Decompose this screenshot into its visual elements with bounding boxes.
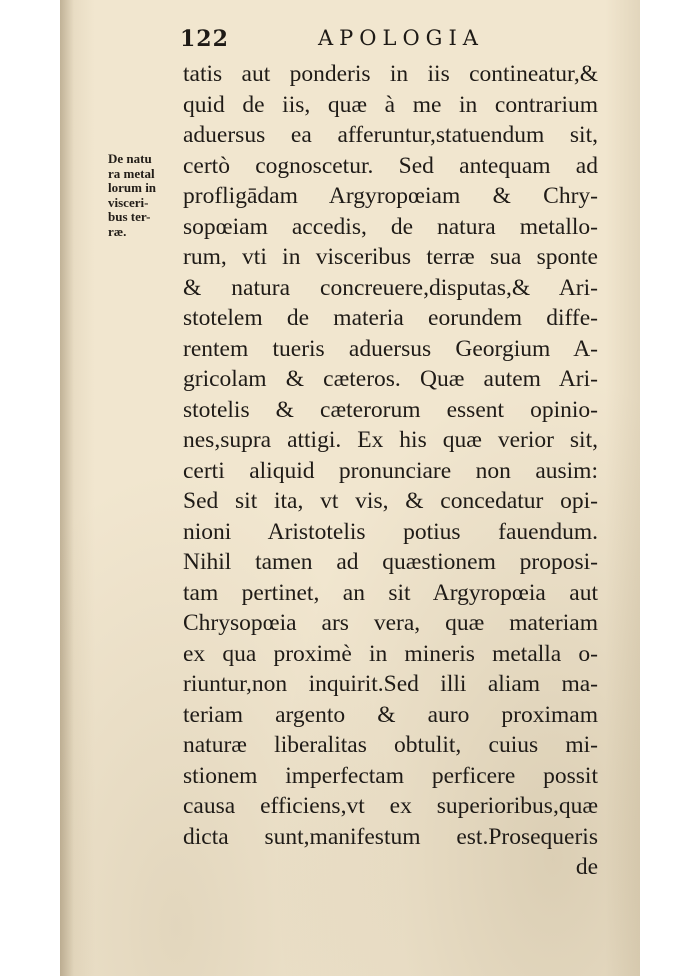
text-line: dicta sunt,manifestum est.Prosequeris bbox=[183, 823, 598, 850]
text-line: stionem imperfectam perficere possit bbox=[183, 762, 598, 789]
catchword: de bbox=[575, 854, 598, 880]
text-line: naturæ liberalitas obtulit, cuius mi- bbox=[183, 732, 598, 758]
text-line: Nihil tamen ad quæstionem proposi- bbox=[183, 549, 598, 575]
text-line: tam pertinet, an sit Argyropœia aut bbox=[183, 579, 598, 606]
marginal-note-line: ra metal bbox=[108, 165, 155, 181]
page-number: 122 bbox=[180, 26, 229, 52]
marginal-note-line: ræ. bbox=[108, 223, 127, 239]
marginal-note-line: visceri- bbox=[108, 194, 149, 210]
text-line: sopœiam accedis, de natura metallo- bbox=[183, 213, 598, 240]
marginal-note-line: lorum in bbox=[108, 180, 157, 195]
text-line: quid de iis, quæ à me in contrarium bbox=[183, 91, 598, 118]
text-line: gricolam & cæteros. Quæ autem Ari- bbox=[183, 366, 598, 392]
text-line: certi aliquid pronunciare non ausim: bbox=[183, 457, 598, 484]
text-line: certò cognoscetur. Sed antequam ad bbox=[183, 152, 598, 179]
text-line: riuntur,non inquirit.Sed illi aliam ma- bbox=[183, 671, 598, 697]
text-line: Chrysopœia ars vera, quæ materiam bbox=[183, 610, 598, 636]
text-line: stotelis & cæterorum essent opinio- bbox=[183, 396, 598, 423]
running-head: APOLOGIA bbox=[318, 26, 484, 50]
text-line: nes,supra attigi. Ex his quæ verior sit, bbox=[183, 427, 598, 453]
text-line: & natura concreuere,disputas,& Ari- bbox=[183, 274, 598, 301]
text-line: stotelem de materia eorundem diffe- bbox=[183, 305, 598, 331]
text-line: rum, vti in visceribus terræ sua sponte bbox=[183, 244, 598, 270]
text-line: teriam argento & auro proximam bbox=[183, 701, 598, 728]
text-line: nioni Aristotelis potius fauendum. bbox=[183, 518, 598, 545]
text-line: ex qua proximè in mineris metalla o- bbox=[183, 640, 598, 667]
text-line: rentem tueris aduersus Georgium A- bbox=[183, 335, 598, 362]
marginal-note bbox=[108, 152, 182, 239]
page-header bbox=[180, 26, 600, 52]
marginal-note-line: De natu bbox=[108, 151, 152, 166]
binding-shadow bbox=[60, 0, 74, 976]
text-line: causa efficiens,vt ex superioribus,quæ bbox=[183, 793, 598, 819]
text-line: tatis aut ponderis in iis contineatur,& bbox=[183, 61, 598, 87]
text-line: aduersus ea afferuntur,statuendum sit, bbox=[183, 122, 598, 148]
marginal-note-line: bus ter- bbox=[108, 209, 151, 224]
text-line: Sed sit ita, vt vis, & concedatur opi- bbox=[183, 488, 598, 514]
text-line: profligādam Argyropœiam & Chry- bbox=[183, 183, 598, 209]
body-text bbox=[183, 59, 598, 883]
